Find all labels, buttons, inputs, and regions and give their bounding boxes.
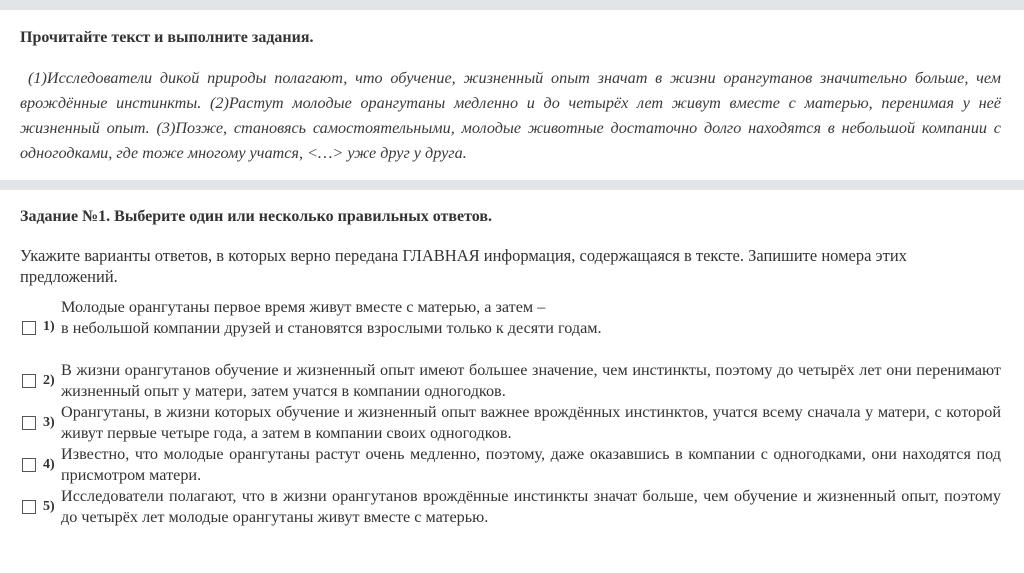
option-number-5: 5) — [43, 499, 55, 514]
task-heading: Задание №1. Выберите один или несколько правильных ответов. — [20, 208, 493, 225]
answer-option-1[interactable] — [20, 297, 1010, 349]
answer-option-3[interactable] — [20, 402, 1010, 446]
option-text-5: Исследователи полагают, что в жизни орангутанов врождённые инстинкты значат больше, чем обучение и жизненный опыт, поэтому до четырёх лет молодые орангутаны живут вместе с матерью. — [61, 487, 1001, 526]
reading-heading: Прочитайте текст и выполните задания. — [20, 29, 314, 46]
section-divider-bar — [0, 180, 1024, 190]
option-text-2: В жизни орангутанов обучение и жизненный опыт имеют большее значение, чем инстинкты, поэтому до четырёх лет они перенимают жизненный опыт у матери, затем учатся в компании одногодков. — [61, 361, 1001, 400]
answer-option-5[interactable] — [20, 486, 1010, 530]
answer-checkbox-2[interactable] — [22, 374, 36, 388]
answer-checkbox-4[interactable] — [22, 458, 36, 472]
option-number-2: 2) — [43, 373, 55, 388]
answer-option-4[interactable] — [20, 444, 1010, 488]
answer-checkbox-1[interactable] — [22, 321, 36, 335]
option-text-1-line-2: в небольшой компании друзей и становятся взрослыми только к десяти годам. — [61, 319, 602, 337]
option-number-4: 4) — [43, 457, 55, 472]
option-text-3: Орангутаны, в жизни которых обучение и жизненный опыт важнее врождённых инстинктов, учатся всему сначала у матери, с которой живут первые четыре года, а затем в компании своих одногодков. — [61, 403, 1001, 442]
answer-option-2[interactable] — [20, 360, 1010, 404]
answer-checkbox-3[interactable] — [22, 416, 36, 430]
reading-passage: (1)Исследователи дикой природы полагают, что обучение, жизненный опыт значат в жизни орангутанов значительно больше, чем врождённые инстинкты. (2)Растут молодые орангутаны медленно и до четырёх лет живут вместе с матерью, перенимая у неё жизненный опыт. (3)Позже, становясь самостоятельными, молодые животные достаточно долго находятся в небольшой компании с одногодками, где тоже многому учатся, <…> уже друг у друга. — [20, 69, 1001, 162]
task-instruction: Укажите варианты ответов, в которых верно передана ГЛАВНАЯ информация, содержащаяся в тексте. Запишите номера этих предложений. — [20, 246, 907, 286]
option-number-1: 1) — [43, 319, 55, 334]
top-divider-bar — [0, 0, 1024, 10]
option-number-3: 3) — [43, 415, 55, 430]
option-text-4: Известно, что молодые орангутаны растут очень медленно, поэтому, даже оказавшись в компании с одногодками, они находятся под присмотром матери. — [61, 445, 1001, 484]
option-text-1-line-1: Молодые орангутаны первое время живут вместе с матерью, а затем – — [61, 298, 546, 316]
option-text-1 — [61, 297, 1001, 339]
answer-checkbox-5[interactable] — [22, 500, 36, 514]
